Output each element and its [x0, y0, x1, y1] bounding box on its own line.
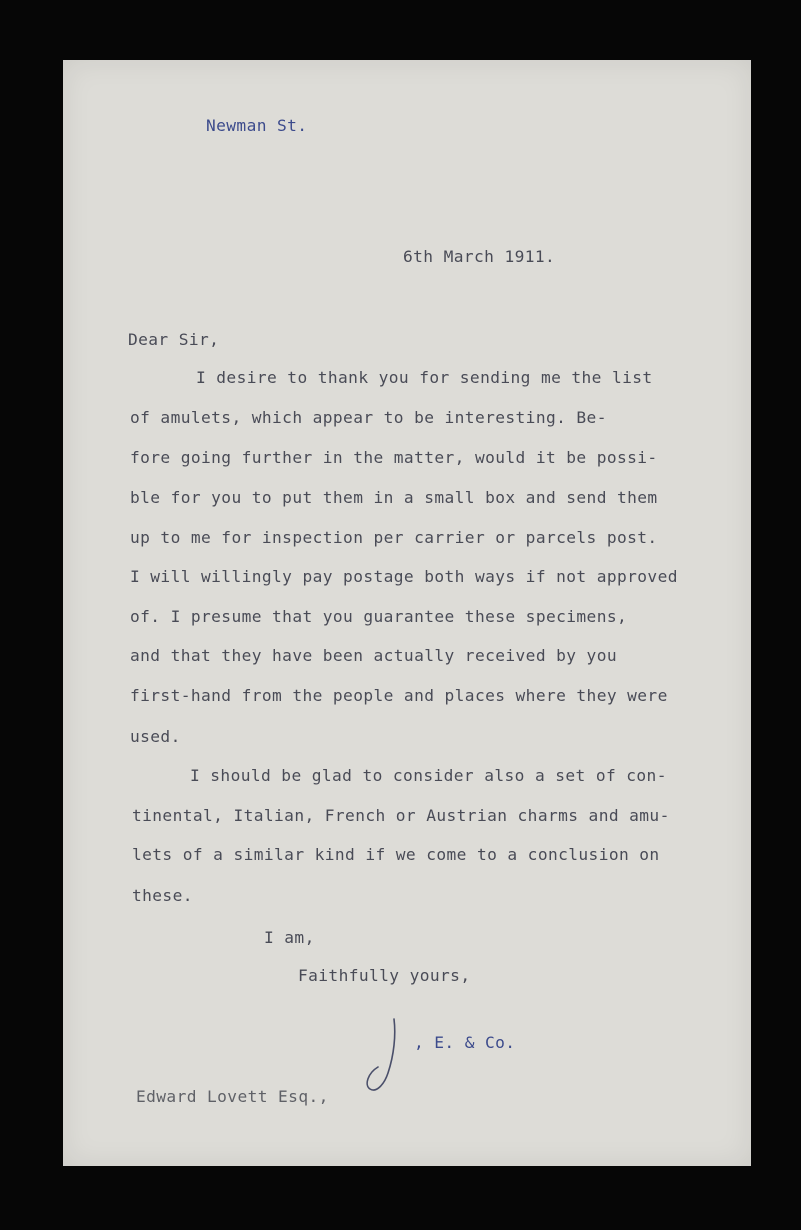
- closing-line: Faithfully yours,: [298, 966, 471, 985]
- body-line: first-hand from the people and places where they were: [130, 686, 668, 705]
- body-line: these.: [132, 886, 193, 905]
- body-line: of amulets, which appear to be interesting. Be-: [130, 408, 607, 427]
- body-line: used.: [130, 727, 181, 746]
- body-line: and that they have been actually received by you: [130, 646, 617, 665]
- letter-date: 6th March 1911.: [403, 247, 556, 266]
- body-line: lets of a similar kind if we come to a conclusion on: [132, 845, 660, 864]
- body-line: I desire to thank you for sending me the list: [196, 368, 653, 387]
- letterhead-address: Newman St.: [206, 116, 308, 135]
- body-line: I will willingly pay postage both ways if not approved: [130, 567, 678, 586]
- body-line: tinental, Italian, French or Austrian charms and amu-: [132, 806, 670, 825]
- body-line: up to me for inspection per carrier or parcels post.: [130, 528, 658, 547]
- recipient-name: Edward Lovett Esq.,: [136, 1087, 329, 1106]
- handwritten-signature-initial: [360, 1015, 404, 1095]
- body-line: ble for you to put them in a small box and send them: [130, 488, 658, 507]
- signature-firm: , E. & Co.: [414, 1033, 516, 1052]
- salutation: Dear Sir,: [128, 330, 220, 349]
- body-line: of. I presume that you guarantee these specimens,: [130, 607, 628, 626]
- closing-line: I am,: [264, 928, 315, 947]
- body-line: I should be glad to consider also a set of con-: [190, 766, 667, 785]
- body-line: fore going further in the matter, would it be possi-: [130, 448, 658, 467]
